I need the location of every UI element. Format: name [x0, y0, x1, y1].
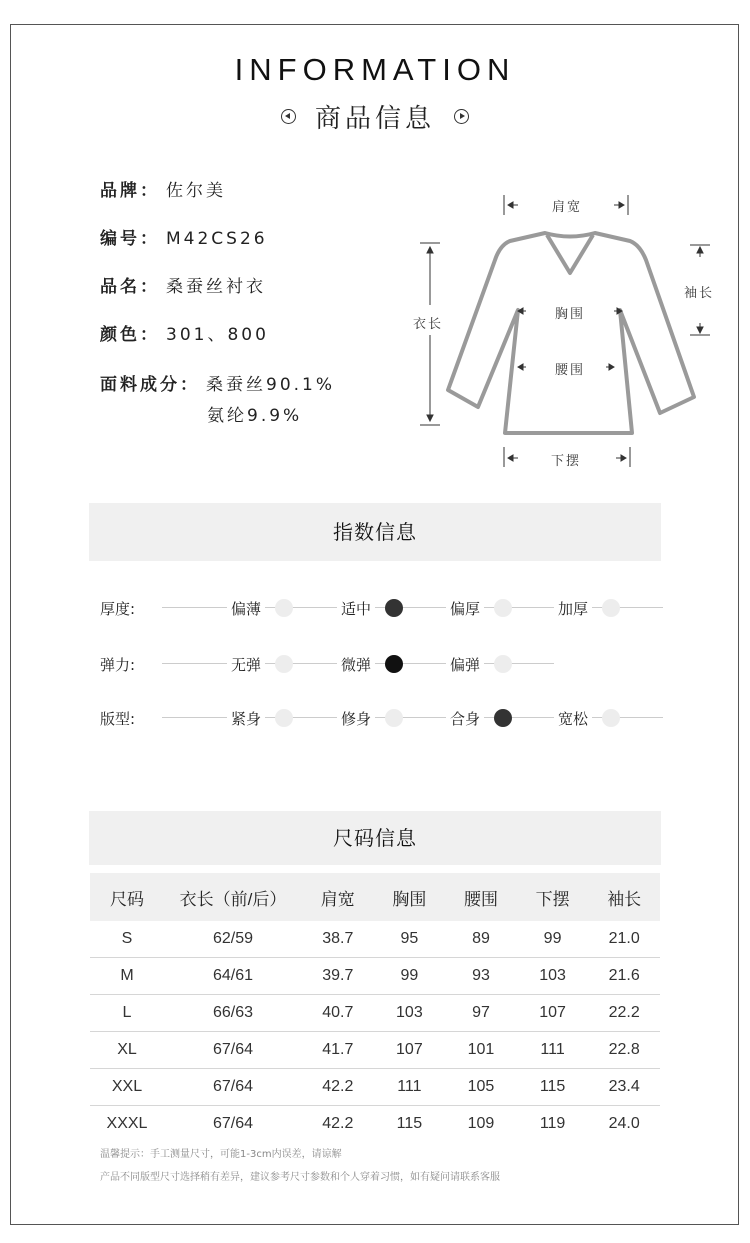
index-option-label: 适中	[337, 598, 375, 619]
column-header: 尺码	[90, 873, 164, 921]
column-header: 腰围	[445, 873, 517, 921]
table-cell: 62/59	[164, 921, 302, 958]
index-dot	[275, 709, 293, 727]
index-dot	[602, 709, 620, 727]
table-cell: 107	[517, 995, 589, 1032]
table-cell: 21.0	[588, 921, 660, 958]
table-cell: 103	[374, 995, 446, 1032]
table-cell: 39.7	[302, 958, 374, 995]
table-cell: 42.2	[322, 1115, 354, 1132]
table-cell: 103	[517, 958, 589, 995]
note-fit-advice: 产品不同版型尺寸选择稍有差异，建议参考尺寸参数和个人穿着习惯，如有疑问请联系客服	[100, 1172, 500, 1183]
table-cell: 95	[374, 921, 446, 958]
info-label: 编号：	[100, 229, 160, 249]
table-cell: 99	[517, 921, 589, 958]
shirt-outline-icon	[400, 185, 730, 475]
table-cell: 115	[517, 1069, 589, 1106]
info-brand	[100, 176, 226, 201]
table-cell: 93	[445, 958, 517, 995]
column-header: 袖长	[588, 873, 660, 921]
table-cell: 105	[445, 1069, 517, 1106]
info-value: 301、800	[166, 325, 269, 345]
arrow-left-icon	[281, 109, 296, 124]
title-chinese-wrap	[0, 98, 750, 135]
index-dot-selected	[494, 709, 512, 727]
table-cell: 22.8	[588, 1032, 660, 1069]
index-option-label: 无弹	[227, 654, 265, 675]
index-option	[337, 596, 403, 620]
index-option-label: 修身	[337, 708, 375, 729]
info-code	[100, 224, 268, 249]
index-option	[337, 652, 403, 676]
info-value: 佐尔美	[166, 181, 226, 201]
index-dot-selected	[385, 599, 403, 617]
index-option-label: 偏弹	[446, 654, 484, 675]
table-cell: 101	[445, 1032, 517, 1069]
table-cell: XL	[90, 1032, 164, 1069]
index-row-label: 厚度:	[100, 600, 136, 618]
index-row-label: 版型:	[100, 710, 136, 728]
index-option-label: 偏薄	[227, 598, 265, 619]
index-option-label: 加厚	[554, 598, 592, 619]
info-fabric	[100, 370, 335, 395]
table-cell: S	[90, 921, 164, 958]
title-chinese: 商品信息	[314, 104, 435, 134]
table-cell: XXL	[90, 1069, 164, 1106]
table-row	[90, 958, 660, 995]
table-cell: 66/63	[164, 995, 302, 1032]
index-option-label: 微弹	[337, 654, 375, 675]
size-table	[90, 873, 660, 1142]
table-cell: 38.7	[302, 921, 374, 958]
index-option	[446, 596, 512, 620]
table-cell: 40.7	[302, 995, 374, 1032]
info-product-name	[100, 272, 266, 297]
column-header: 肩宽	[302, 873, 374, 921]
index-dot	[275, 655, 293, 673]
index-option	[554, 706, 620, 730]
label-hem: 下摆	[551, 454, 582, 469]
label-sleeve: 袖长	[684, 286, 715, 301]
info-label: 品牌：	[100, 181, 160, 201]
index-option-label: 合身	[446, 708, 484, 729]
column-header: 衣长（前/后）	[164, 873, 302, 921]
info-label: 品名：	[100, 277, 160, 297]
info-fabric-line2	[207, 401, 302, 426]
index-dot	[385, 709, 403, 727]
table-cell: 89	[445, 921, 517, 958]
table-cell: 111	[517, 1032, 589, 1069]
table-row	[90, 1106, 660, 1143]
table-cell: 64/61	[164, 958, 302, 995]
index-dot	[494, 599, 512, 617]
garment-diagram	[400, 185, 730, 475]
table-cell: 109	[467, 1115, 495, 1132]
column-header: 下摆	[517, 873, 589, 921]
table-cell: 67/64	[212, 1115, 254, 1132]
info-value: 氨纶9.9%	[207, 406, 303, 426]
table-cell: 107	[374, 1032, 446, 1069]
table-cell: 67/64	[164, 1069, 302, 1106]
index-dot	[494, 655, 512, 673]
index-option	[446, 652, 512, 676]
arrow-right-icon	[454, 109, 469, 124]
table-cell: 42.2	[302, 1069, 374, 1106]
size-table-header	[90, 873, 660, 921]
index-dot-selected	[385, 655, 403, 673]
info-color	[100, 320, 269, 345]
label-waist: 腰围	[555, 363, 586, 378]
index-option	[227, 652, 293, 676]
table-row	[90, 995, 660, 1032]
table-row	[90, 921, 660, 958]
table-cell: 111	[374, 1069, 446, 1106]
table-row	[90, 1032, 660, 1069]
index-section-title: 指数信息	[89, 503, 661, 561]
index-row-fit	[100, 706, 665, 730]
table-cell: 41.7	[302, 1032, 374, 1069]
table-cell: 67/64	[164, 1032, 302, 1069]
table-cell: 119	[539, 1115, 566, 1132]
info-value: M42CS26	[166, 229, 268, 249]
index-option-label: 紧身	[227, 708, 265, 729]
size-section-title: 尺码信息	[89, 811, 661, 865]
index-option-label: 偏厚	[446, 598, 484, 619]
table-cell: 24.0	[608, 1115, 640, 1132]
index-option	[227, 596, 293, 620]
table-cell: 21.6	[588, 958, 660, 995]
info-label: 面料成分：	[100, 375, 200, 395]
table-row	[90, 1069, 660, 1106]
title-english: INFORMATION	[234, 52, 516, 87]
table-cell: 22.2	[588, 995, 660, 1032]
index-dot	[275, 599, 293, 617]
label-length: 衣长	[413, 317, 444, 332]
note-measurement: 温馨提示：手工测量尺寸，可能1-3cm内误差，请谅解	[100, 1149, 342, 1160]
label-shoulder: 肩宽	[552, 200, 583, 215]
index-option	[337, 706, 403, 730]
table-cell: 23.4	[588, 1069, 660, 1106]
info-label: 颜色：	[100, 325, 160, 345]
info-value: 桑蚕丝衬衣	[166, 277, 266, 297]
index-dot	[602, 599, 620, 617]
table-cell: XXXL	[106, 1115, 148, 1132]
index-row-elasticity	[100, 652, 665, 676]
label-chest: 胸围	[555, 307, 586, 322]
index-row-thickness	[100, 596, 665, 620]
column-header: 胸围	[374, 873, 446, 921]
table-cell: 99	[374, 958, 446, 995]
index-option	[227, 706, 293, 730]
table-cell: L	[90, 995, 164, 1032]
index-option	[554, 596, 620, 620]
info-value: 桑蚕丝90.1%	[206, 375, 336, 395]
index-option-label: 宽松	[554, 708, 592, 729]
index-option	[446, 706, 512, 730]
table-cell: 115	[396, 1115, 423, 1132]
table-cell: M	[90, 958, 164, 995]
index-row-label: 弹力:	[100, 656, 136, 674]
table-cell: 97	[445, 995, 517, 1032]
